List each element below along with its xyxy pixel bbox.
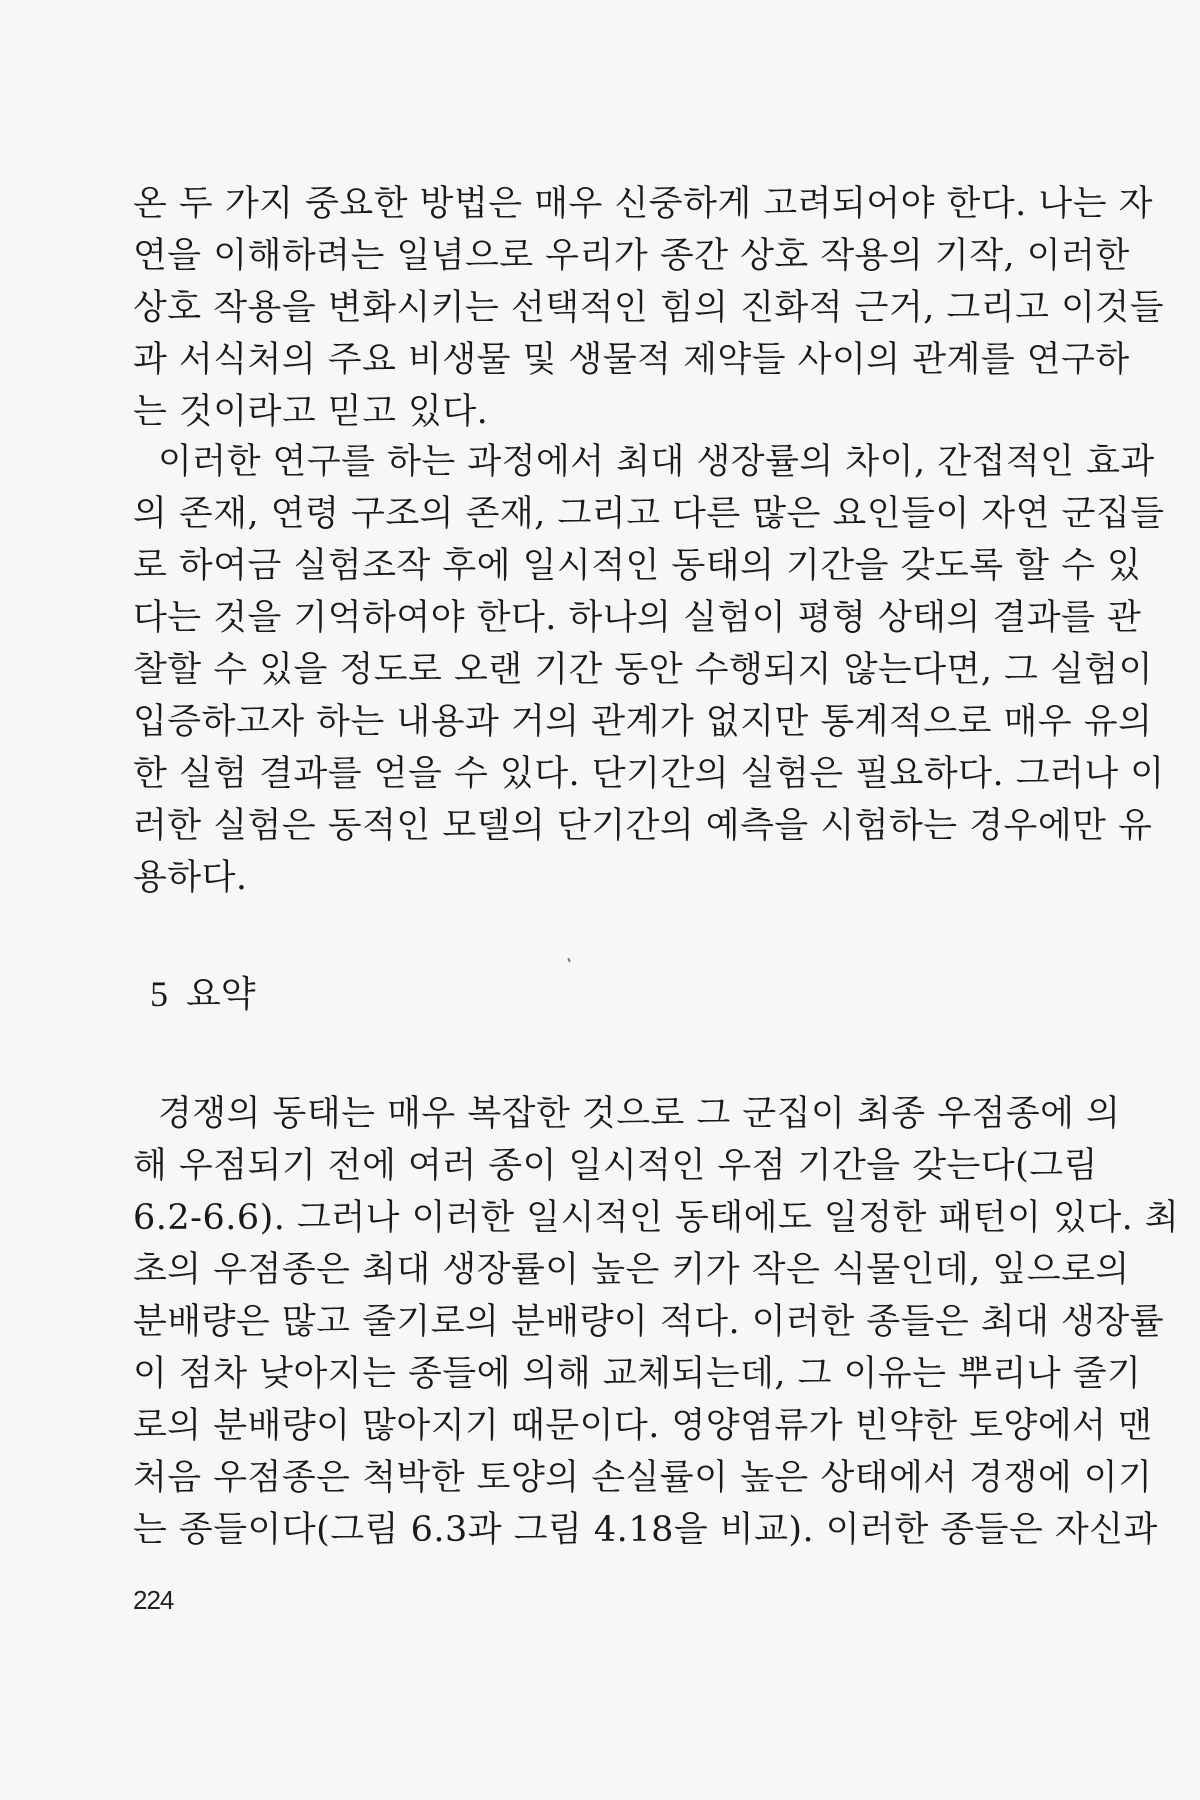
paragraph-line: 한 실험 결과를 얻을 수 있다. 단기간의 실험은 필요하다. 그러나 이 xyxy=(133,754,1165,794)
paragraph-line: 로 하여금 실험조작 후에 일시적인 동태의 기간을 갖도록 할 수 있 xyxy=(133,546,1142,586)
paragraph-line: 로의 분배량이 많아지기 때문이다. 영양염류가 빈약한 토양에서 맨 xyxy=(133,1406,1153,1446)
paragraph-2 xyxy=(133,436,1165,904)
paragraph-3 xyxy=(133,1088,1180,1556)
paragraph-line: 찰할 수 있을 정도로 오랜 기간 동안 수행되지 않는다면, 그 실험이 xyxy=(133,650,1153,690)
paragraph-line: 용하다. xyxy=(133,858,248,898)
paragraph-line: 과 서식처의 주요 비생물 및 생물적 제약들 사이의 관계를 연구하 xyxy=(133,340,1130,380)
paragraph-line: 분배량은 많고 줄기로의 분배량이 적다. 이러한 종들은 최대 생장률 xyxy=(133,1302,1165,1342)
paragraph-line: 는 종들이다(그림 6.3과 그림 4.18을 비교). 이러한 종들은 자신과 xyxy=(133,1510,1158,1550)
paragraph-line: 6.2-6.6). 그러나 이러한 일시적인 동태에도 일정한 패턴이 있다. 최 xyxy=(133,1198,1180,1238)
paragraph-line: 이러한 연구를 하는 과정에서 최대 생장률의 차이, 간접적인 효과 xyxy=(158,442,1155,482)
page-number: 224 xyxy=(133,1585,174,1615)
paragraph-1 xyxy=(133,178,1165,438)
section-title: 요약 xyxy=(186,974,256,1015)
paragraph-line: 연을 이해하려는 일념으로 우리가 종간 상호 작용의 기작, 이러한 xyxy=(133,236,1130,276)
paragraph-line: 다는 것을 기억하여야 한다. 하나의 실험이 평형 상태의 결과를 관 xyxy=(133,598,1142,638)
section-number: 5 xyxy=(150,974,168,1014)
paragraph-line: 입증하고자 하는 내용과 거의 관계가 없지만 통계적으로 매우 유의 xyxy=(133,702,1153,742)
paragraph-line: 이 점차 낮아지는 종들에 의해 교체되는데, 그 이유는 뿌리나 줄기 xyxy=(133,1354,1142,1394)
paragraph-line: 의 존재, 연령 구조의 존재, 그리고 다른 많은 요인들이 자연 군집들 xyxy=(133,494,1165,534)
paragraph-line: 는 것이라고 믿고 있다. xyxy=(133,392,489,432)
paragraph-line: 초의 우점종은 최대 생장률이 높은 키가 작은 식물인데, 잎으로의 xyxy=(133,1250,1130,1290)
paragraph-line: 경쟁의 동태는 매우 복잡한 것으로 그 군집이 최종 우점종에 의 xyxy=(158,1094,1121,1134)
scan-speck xyxy=(567,958,571,962)
section-heading xyxy=(150,970,256,1019)
paragraph-line: 처음 우점종은 척박한 토양의 손실률이 높은 상태에서 경쟁에 이기 xyxy=(133,1458,1153,1498)
paragraph-line: 러한 실험은 동적인 모델의 단기간의 예측을 시험하는 경우에만 유 xyxy=(133,806,1153,846)
paragraph-line: 상호 작용을 변화시키는 선택적인 힘의 진화적 근거, 그리고 이것들 xyxy=(133,288,1165,328)
paragraph-line: 해 우점되기 전에 여러 종이 일시적인 우점 기간을 갖는다(그림 xyxy=(133,1146,1098,1186)
paragraph-line: 온 두 가지 중요한 방법은 매우 신중하게 고려되어야 한다. 나는 자 xyxy=(133,184,1153,224)
